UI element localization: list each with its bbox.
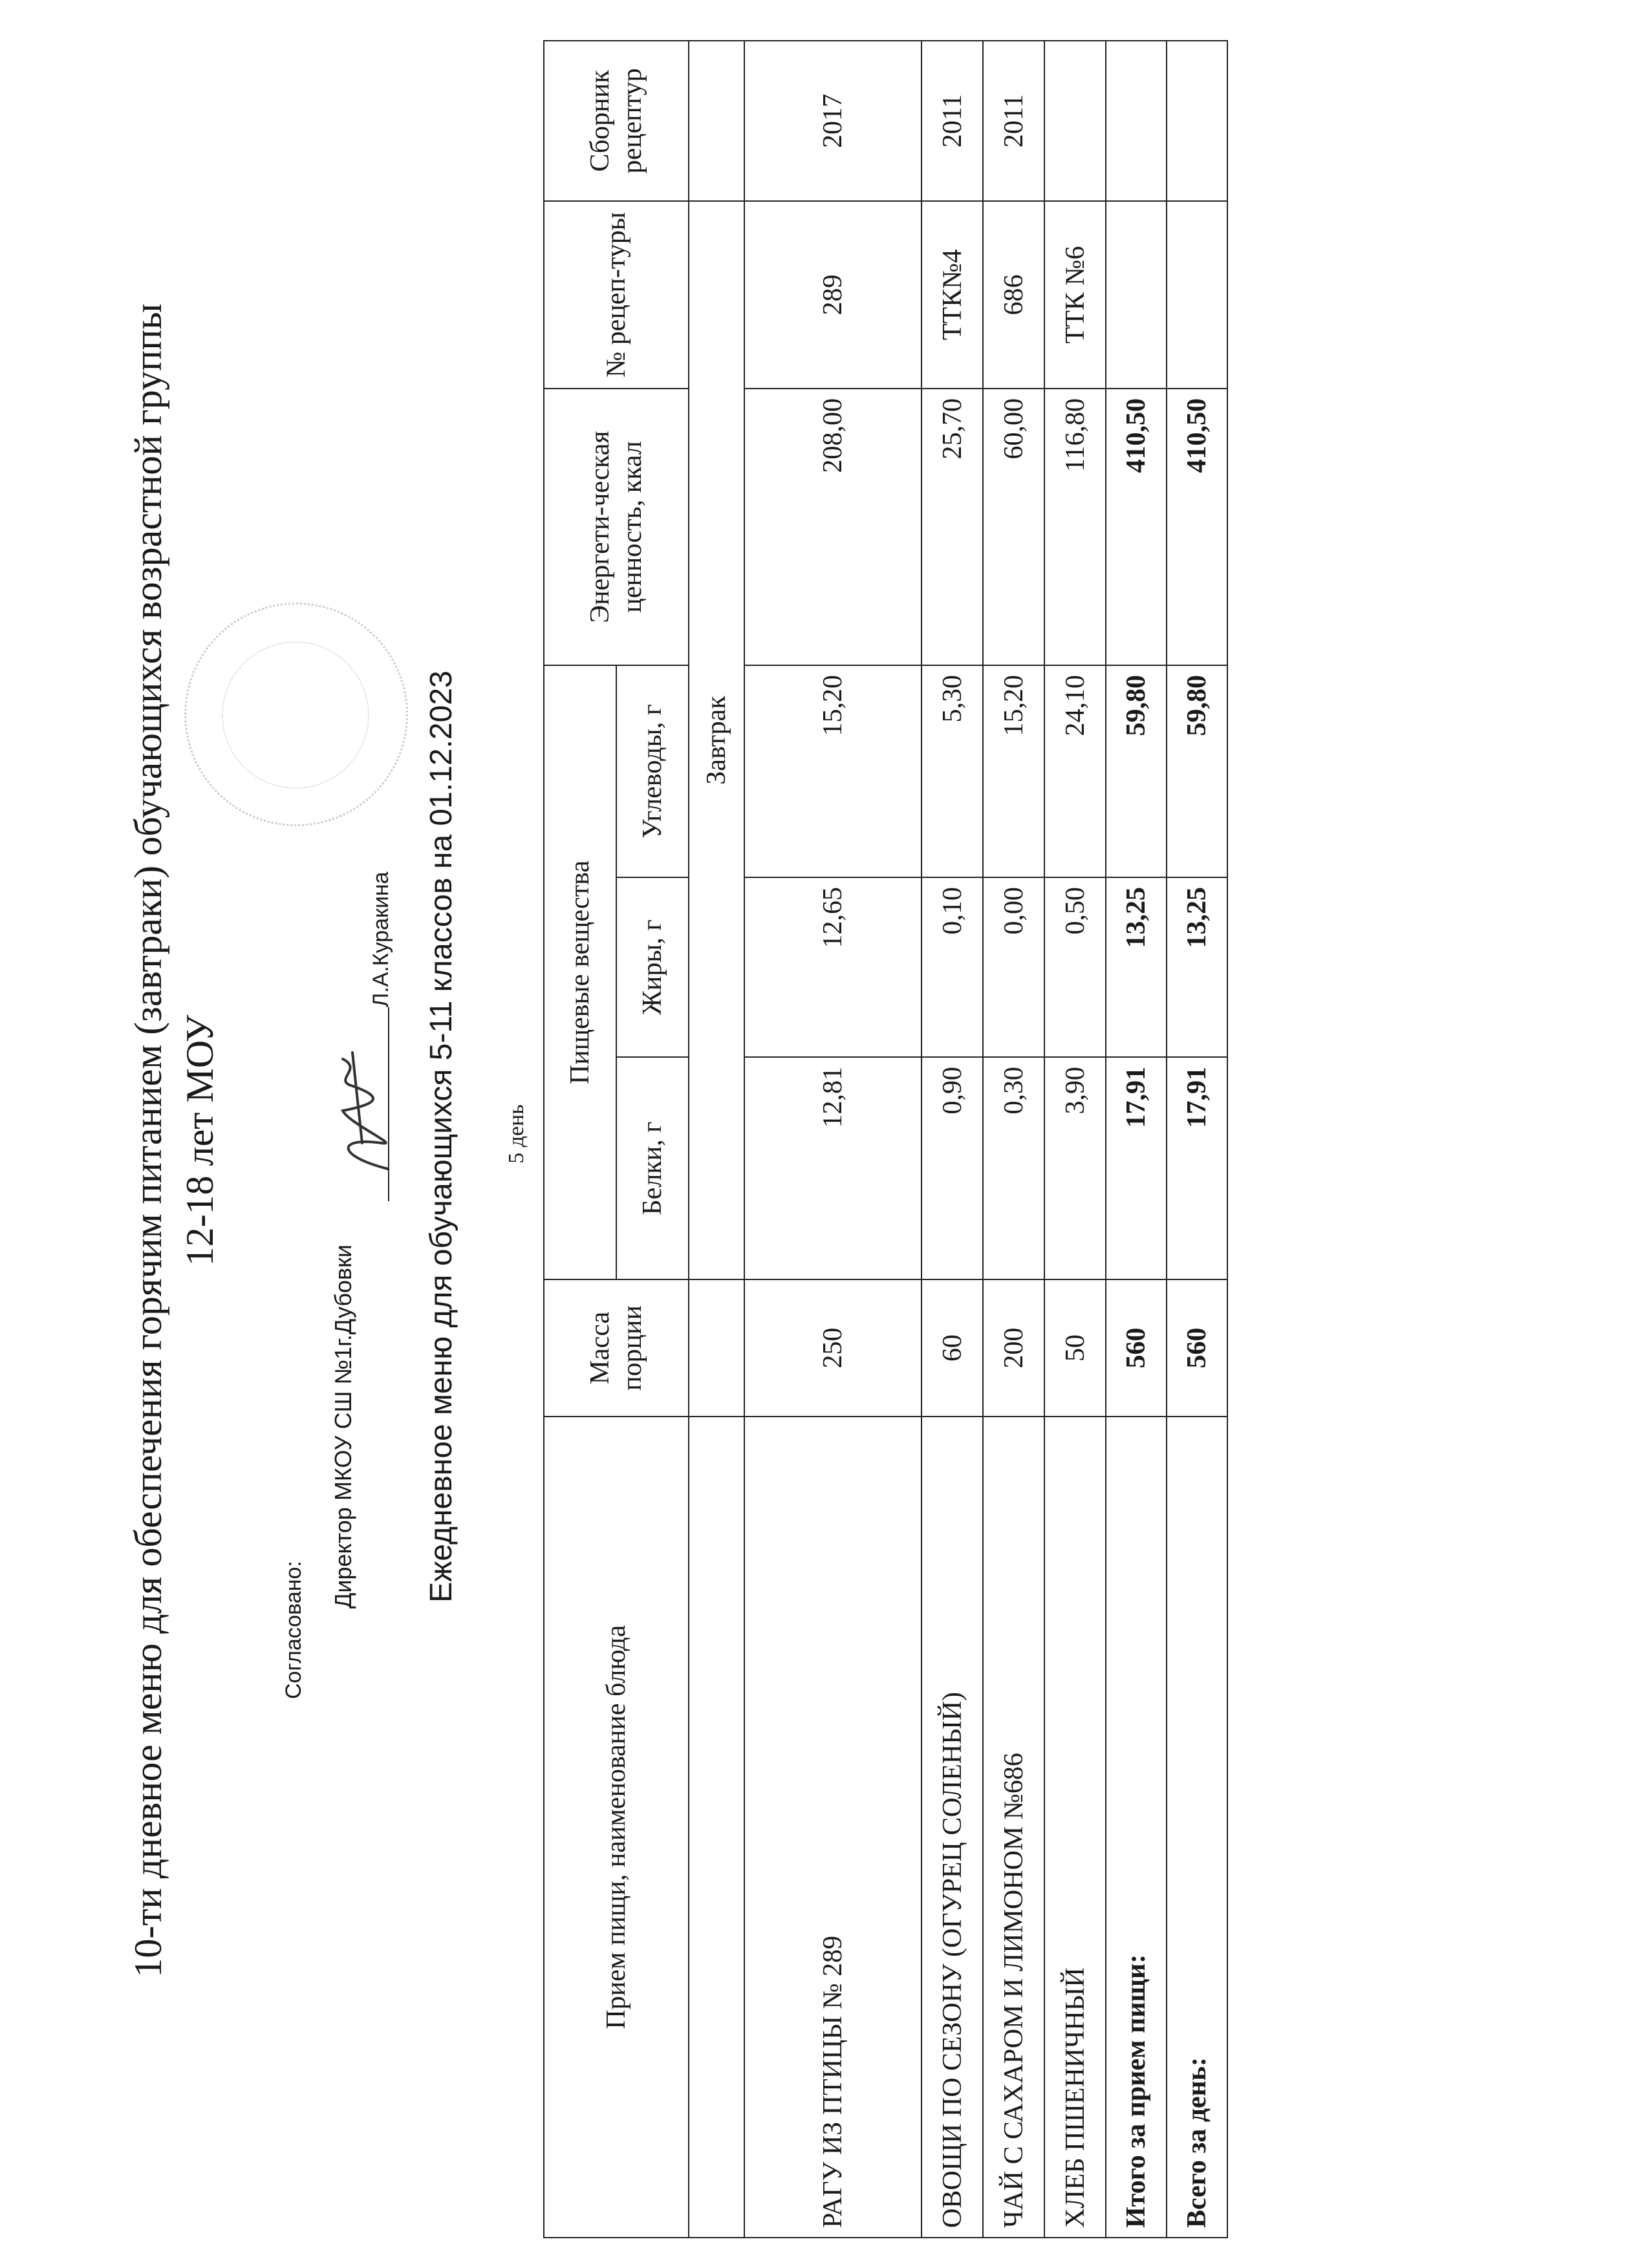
subtotal-row [1106, 41, 1167, 2238]
document-title-line2: 12-18 лет МОУ [178, 1014, 221, 1267]
dish-proteins: 0,30 [983, 1057, 1044, 1279]
header-proteins: Белки, г [616, 1057, 689, 1279]
dish-name: ОВОЩИ ПО СЕЗОНУ (ОГУРЕЦ СОЛЕНЫЙ) [921, 1417, 983, 2238]
dish-fats: 0,50 [1044, 877, 1106, 1057]
total-label: Всего за день: [1167, 1417, 1227, 2238]
dish-fats: 12,65 [744, 877, 921, 1057]
approval-label: Согласовано: [281, 1561, 306, 1699]
dish-mass: 250 [744, 1279, 921, 1417]
dish-mass: 200 [983, 1279, 1044, 1417]
subtotal-label: Итого за прием пищи: [1106, 1417, 1167, 2238]
menu-table [543, 40, 1228, 2238]
total-mass: 560 [1167, 1279, 1227, 1417]
subtotal-energy: 410,50 [1106, 389, 1167, 665]
table-header-row [544, 41, 616, 2238]
approval-director: Директор МКОУ СШ №1г.Дубовки [330, 1244, 356, 1609]
dish-carbs: 24,10 [1044, 665, 1106, 877]
total-proteins: 17,91 [1167, 1057, 1227, 1279]
dish-recipe: ТТК №6 [1044, 201, 1106, 389]
menu-subtitle: Ежедневное меню для обучающихся 5-11 классов на 01.12.2023 [424, 670, 458, 1603]
dish-energy: 25,70 [921, 389, 983, 665]
dish-name: ХЛЕБ ПШЕНИЧНЫЙ [1044, 1417, 1106, 2238]
section-row [689, 41, 744, 2238]
table-row [983, 41, 1044, 2238]
dish-name: РАГУ ИЗ ПТИЦЫ № 289 [744, 1417, 921, 2238]
dish-proteins: 12,81 [744, 1057, 921, 1279]
subtotal-mass: 560 [1106, 1279, 1167, 1417]
dish-proteins: 0,90 [921, 1057, 983, 1279]
dish-proteins: 3,90 [1044, 1057, 1106, 1279]
dish-collection [1044, 41, 1106, 201]
dish-recipe: ТТК№4 [921, 201, 983, 389]
header-energy: Энергети-ческая ценность, ккал [544, 389, 689, 665]
dish-collection: 2017 [744, 41, 921, 201]
director-signature [323, 1033, 407, 1182]
approval-name: Л.А.Куракина [369, 872, 393, 1007]
dish-energy: 60,00 [983, 389, 1044, 665]
header-mass: Масса порции [544, 1279, 689, 1417]
dish-mass: 60 [921, 1279, 983, 1417]
signature-line [388, 1007, 389, 1201]
header-collection: Сборник рецептур [544, 41, 689, 201]
header-nutrients: Пищевые вещества [544, 665, 616, 1279]
document-title-line1: 10-ти дневное меню для обеспечения горячим питанием (завтраки) обучающихся возрастной группы [127, 303, 169, 1978]
header-carbs: Углеводы, г [616, 665, 689, 877]
dish-collection: 2011 [983, 41, 1044, 201]
dish-energy: 208,00 [744, 389, 921, 665]
subtotal-proteins: 17,91 [1106, 1057, 1167, 1279]
section-label: Завтрак [689, 201, 744, 1279]
dish-carbs: 15,20 [744, 665, 921, 877]
subtotal-carbs: 59,80 [1106, 665, 1167, 877]
dish-carbs: 15,20 [983, 665, 1044, 877]
total-energy: 410,50 [1167, 389, 1227, 665]
dish-carbs: 5,30 [921, 665, 983, 877]
table-row [921, 41, 983, 2238]
dish-recipe: 289 [744, 201, 921, 389]
total-fats: 13,25 [1167, 877, 1227, 1057]
subtotal-fats: 13,25 [1106, 877, 1167, 1057]
dish-fats: 0,10 [921, 877, 983, 1057]
dish-recipe: 686 [983, 201, 1044, 389]
dish-fats: 0,00 [983, 877, 1044, 1057]
table-row [744, 41, 921, 2238]
official-stamp [184, 603, 408, 826]
total-row [1167, 41, 1227, 2238]
dish-name: ЧАЙ С САХАРОМ И ЛИМОНОМ №686 [983, 1417, 1044, 2238]
day-label: 5 день [504, 1104, 528, 1164]
header-fats: Жиры, г [616, 877, 689, 1057]
header-meal: Прием пищи, наименование блюда [544, 1417, 689, 2238]
dish-mass: 50 [1044, 1279, 1106, 1417]
dish-collection: 2011 [921, 41, 983, 201]
dish-energy: 116,80 [1044, 389, 1106, 665]
header-recipe: № рецеп-туры [544, 201, 689, 389]
table-row [1044, 41, 1106, 2238]
total-carbs: 59,80 [1167, 665, 1227, 877]
